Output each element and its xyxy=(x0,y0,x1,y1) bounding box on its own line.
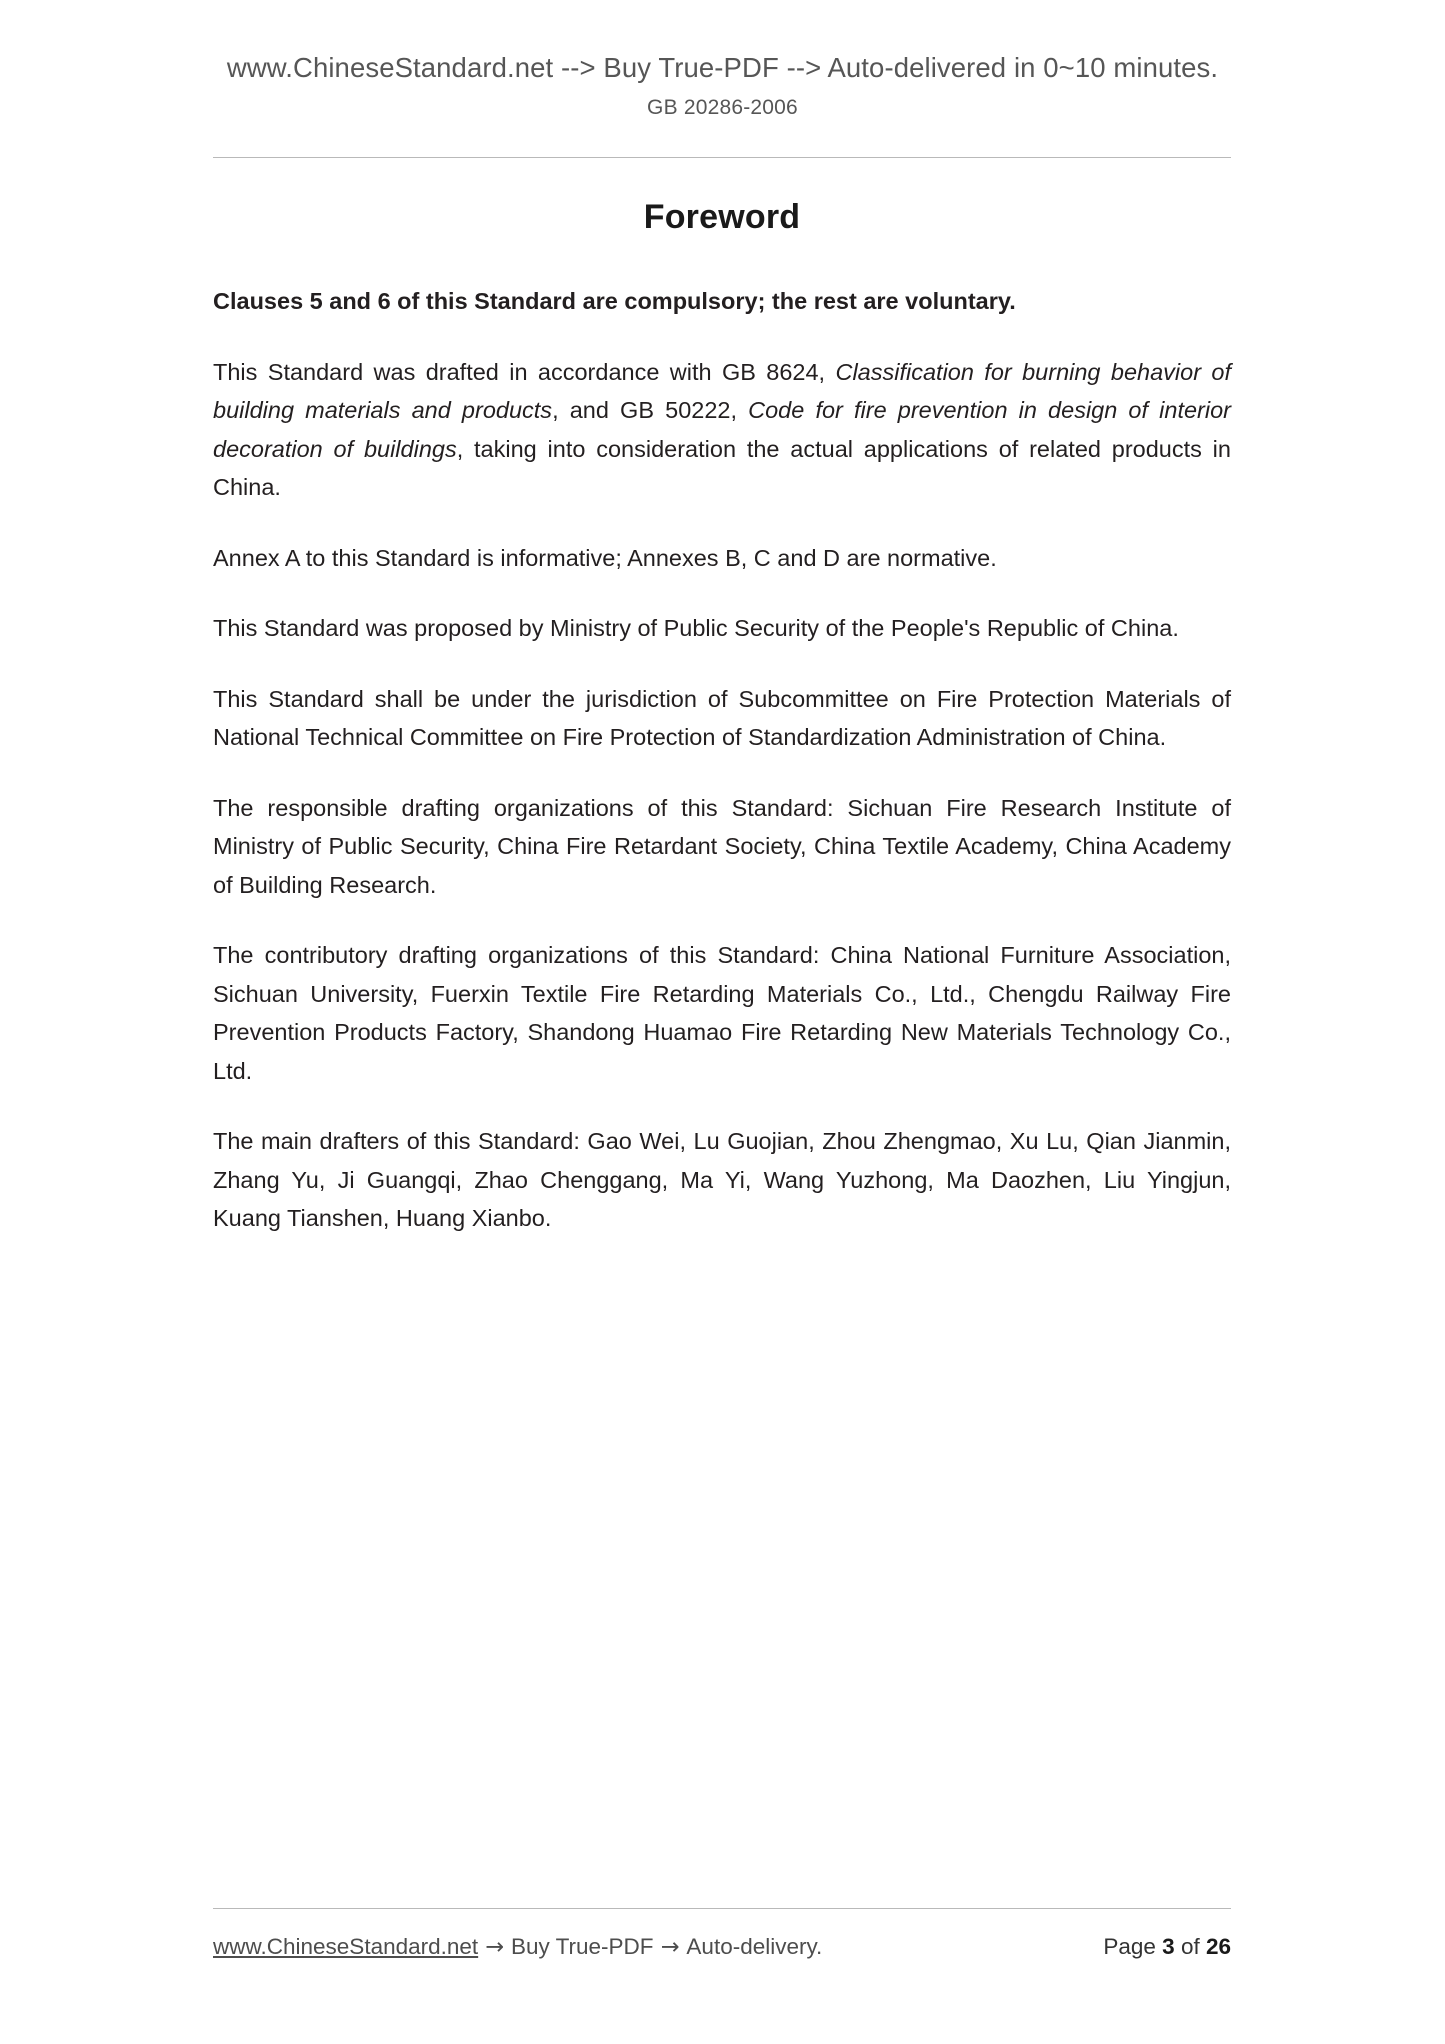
text-segment: This Standard was drafted in accordance with GB 8624, xyxy=(213,358,836,385)
paragraph-compulsory-note: Clauses 5 and 6 of this Standard are compulsory; the rest are voluntary. xyxy=(213,288,1016,314)
arrow-right-icon: → xyxy=(660,1934,680,1960)
page-word: Page xyxy=(1103,1934,1156,1959)
text-segment: , and GB 50222, xyxy=(552,397,749,423)
footer-site-link[interactable]: www.ChineseStandard.net xyxy=(213,1934,479,1959)
paragraph-annexes: Annex A to this Standard is informative; Annexes B, C and D are normative. xyxy=(213,544,997,571)
cited-title-gb50222: Code for fire prevention in design of interior decoration of buildings xyxy=(213,397,1231,462)
paragraph-drafting-basis xyxy=(213,353,1231,507)
cited-title-gb8624: Classification for burning behavior of building materials and products xyxy=(213,358,1232,423)
paragraph-jurisdiction: This Standard shall be under the jurisdiction of Subcommittee on Fire Protection Materials of National Technical Committee on Fire Protection of Standardization Administration of China. xyxy=(213,685,1231,750)
page-header xyxy=(0,52,1445,120)
paragraph-contributory-organizations: The contributory drafting organizations of this Standard: China National Furniture Association, Sichuan University, Fuerxin Textile Fire Retarding Materials Co., Ltd., Chengdu Railway Fire Prevention Products Factory, Shandong Huamao Fire Retarding New Materials Technology Co., Ltd. xyxy=(213,942,1231,1084)
standard-number: GB 20286-2006 xyxy=(647,96,798,119)
paragraph-responsible-organizations: The responsible drafting organizations of this Standard: Sichuan Fire Research Institute of Ministry of Public Security, China Fire Retardant Society, China Textile Academy, China Academy of Building Research. xyxy=(213,794,1231,898)
footer-promo xyxy=(213,1934,822,1960)
total-pages: 26 xyxy=(1205,1934,1231,1959)
of-word: of xyxy=(1180,1934,1200,1959)
page-title: Foreword xyxy=(643,198,801,236)
footer-delivery-label: Auto-delivery. xyxy=(686,1934,823,1959)
page-indicator xyxy=(1103,1934,1231,1960)
paragraph-proposed-by: This Standard was proposed by Ministry of Public Security of the People's Republic of China. xyxy=(213,615,1179,641)
document-body xyxy=(213,198,1231,1270)
page-number: 3 xyxy=(1162,1934,1175,1959)
paragraph-main-drafters: The main drafters of this Standard: Gao Wei, Lu Guojian, Zhou Zhengmao, Xu Lu, Qian Jianmin, Zhang Yu, Ji Guangqi, Zhao Chenggang, Ma Yi, Wang Yuzhong, Ma Daozhen, Liu Yingjun, Kuang Tianshen, Huang Xianbo. xyxy=(213,1128,1231,1231)
text-segment: , taking into consideration the actual applications of related products in China. xyxy=(213,435,1231,500)
header-divider xyxy=(213,157,1231,158)
page-footer xyxy=(213,1934,1231,1960)
footer-buy-label: Buy True-PDF xyxy=(511,1934,654,1959)
promo-banner: www.ChineseStandard.net --> Buy True-PDF --> Auto-delivered in 0~10 minutes. xyxy=(226,52,1219,83)
arrow-right-icon: → xyxy=(485,1934,505,1960)
footer-divider xyxy=(213,1908,1231,1909)
